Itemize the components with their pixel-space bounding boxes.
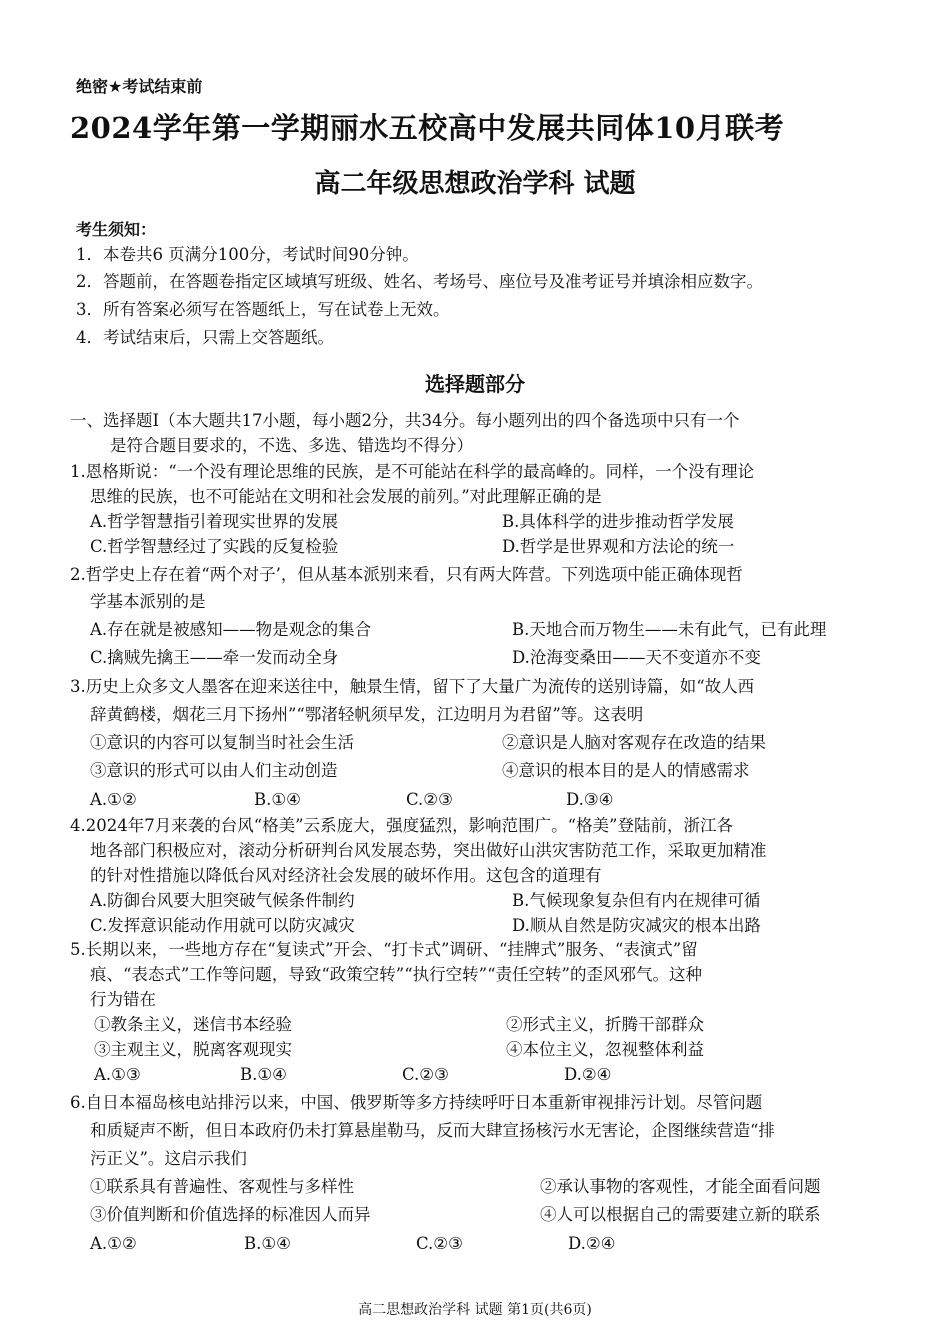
question-3-stem: 3.历史上众多文人墨客在迎来送往中，触景生情，留下了大量广为流传的送别诗篇，如“故人西 [70,677,755,696]
question-6-stem: 和质疑声不断，但日本政府仍未打算悬崖勒马，反而大肆宣扬核污水无害论，企图继续营造“排 [90,1121,775,1140]
question-1-option: B.具体科学的进步推动哲学发展 [502,512,734,531]
question-5-statement: ③主观主义，脱离客观现实 [94,1040,292,1059]
question-6-statement: ③价值判断和价值选择的标准因人而异 [90,1205,371,1224]
question-3-stem: 辞黄鹤楼，烟花三月下扬州”“鄂渚轻帆须早发，江边明月为君留”等。这表明 [90,705,644,724]
question-4-option: C.发挥意识能动作用就可以防灾减灾 [90,916,355,935]
question-2-option: A.存在就是被感知——物是观念的集合 [90,620,372,639]
question-6-option: A.①② [90,1234,137,1253]
question-5-option: A.①③ [94,1065,141,1084]
question-4-stem: 4.2024年7月来袭的台风“格美”云系庞大，强度猛烈，影响范围广。“格美”登陆前，浙江各 [70,816,733,835]
question-5-stem: 5.长期以来，一些地方存在“复读式”开会、“打卡式”调研、“挂牌式”服务、“表演式”留 [70,940,698,959]
question-5-statement: ②形式主义，折腾干部群众 [506,1015,704,1034]
question-1-stem: 思维的民族，也不可能站在文明和社会发展的前列。”对此理解正确的是 [90,487,602,506]
question-6-statement: ②承认事物的客观性，才能全面看问题 [540,1177,821,1196]
notice-item: 2．答题前，在答题卷指定区域填写班级、姓名、考场号、座位号及准考证号并填涂相应数字。 [76,272,763,291]
question-1-option: C.哲学智慧经过了实践的反复检验 [90,537,339,556]
notice-item: 1．本卷共6 页满分100分，考试时间90分钟。 [76,245,419,264]
question-5-stem: 痕、“表态式”工作等问题，导致“政策空转”“执行空转”“责任空转”的歪风邪气。这种 [90,965,702,984]
section-intro: 是符合题目要求的，不选、多选、错选均不得分） [110,436,473,455]
exam-title: 2024学年第一学期丽水五校高中发展共同体10月联考 [70,111,785,145]
question-1-option: A.哲学智慧指引着现实世界的发展 [90,512,339,531]
question-5-option: C.②③ [402,1065,449,1084]
notice-heading: 考生须知： [76,220,157,239]
notice-item: 3．所有答案必须写在答题纸上，写在试卷上无效。 [76,300,450,319]
question-3-statement: ④意识的根本目的是人的情感需求 [502,761,750,780]
question-1-option: D.哲学是世界观和方法论的统一 [502,537,735,556]
question-6-option: C.②③ [416,1234,463,1253]
confidential-mark: 绝密★考试结束前 [76,77,203,96]
question-6-stem: 污正义”。这启示我们 [90,1149,247,1168]
question-2-option: D.沧海变桑田——天不变道亦不变 [512,648,761,667]
question-3-option: D.③④ [566,790,614,809]
question-1-stem: 1.恩格斯说：“一个没有理论思维的民族，是不可能站在科学的最高峰的。同样，一个没有理论 [70,462,755,481]
question-4-option: A.防御台风要大胆突破气候条件制约 [90,891,355,910]
question-5-statement: ①教条主义，迷信书本经验 [94,1015,292,1034]
question-4-option: D.顺从自然是防灾减灾的根本出路 [512,916,761,935]
question-2-option: C.擒贼先擒王——牵一发而动全身 [90,648,339,667]
question-5-stem: 行为错在 [90,990,156,1009]
notice-item: 4．考试结束后，只需上交答题纸。 [76,328,334,347]
question-6-statement: ④人可以根据自己的需要建立新的联系 [540,1205,821,1224]
question-5-option: D.②④ [564,1065,612,1084]
question-2-stem: 学基本派别的是 [90,592,206,611]
question-6-stem: 6.自日本福岛核电站排污以来，中国、俄罗斯等多方持续呼吁日本重新审视排污计划。尽管问题 [70,1093,763,1112]
question-5-option: B.①④ [240,1065,287,1084]
question-6-option: D.②④ [568,1234,616,1253]
question-4-stem: 地各部门积极应对，滚动分析研判台风发展态势，突出做好山洪灾害防范工作，采取更加精准 [90,841,767,860]
question-4-option: B.气候现象复杂但有内在规律可循 [512,891,761,910]
exam-subtitle: 高二年级思想政治学科 试题 [314,169,636,199]
question-4-stem: 的针对性措施以降低台风对经济社会发展的破坏作用。这包含的道理有 [90,866,602,885]
question-3-option: A.①② [90,790,137,809]
question-2-option: B.天地合而万物生——未有此气，已有此理 [512,620,827,639]
question-6-option: B.①④ [244,1234,291,1253]
page-footer: 高二思想政治学科 试题 第1页(共6页) [358,1302,592,1318]
question-3-option: B.①④ [254,790,301,809]
question-5-statement: ④本位主义，忽视整体利益 [506,1040,704,1059]
question-2-stem: 2.哲学史上存在着“两个对子’，但从基本派别来看，只有两大阵营。下列选项中能正确体现哲 [70,565,743,584]
section-title: 选择题部分 [425,372,525,396]
question-3-statement: ③意识的形式可以由人们主动创造 [90,761,338,780]
question-3-statement: ①意识的内容可以复制当时社会生活 [90,733,354,752]
section-intro: 一、选择题Ⅰ（本大题共17小题，每小题2分，共34分。每小题列出的四个备选项中只有一个 [70,411,740,430]
question-6-statement: ①联系具有普遍性、客观性与多样性 [90,1177,354,1196]
question-3-statement: ②意识是人脑对客观存在改造的结果 [502,733,766,752]
question-3-option: C.②③ [406,790,453,809]
